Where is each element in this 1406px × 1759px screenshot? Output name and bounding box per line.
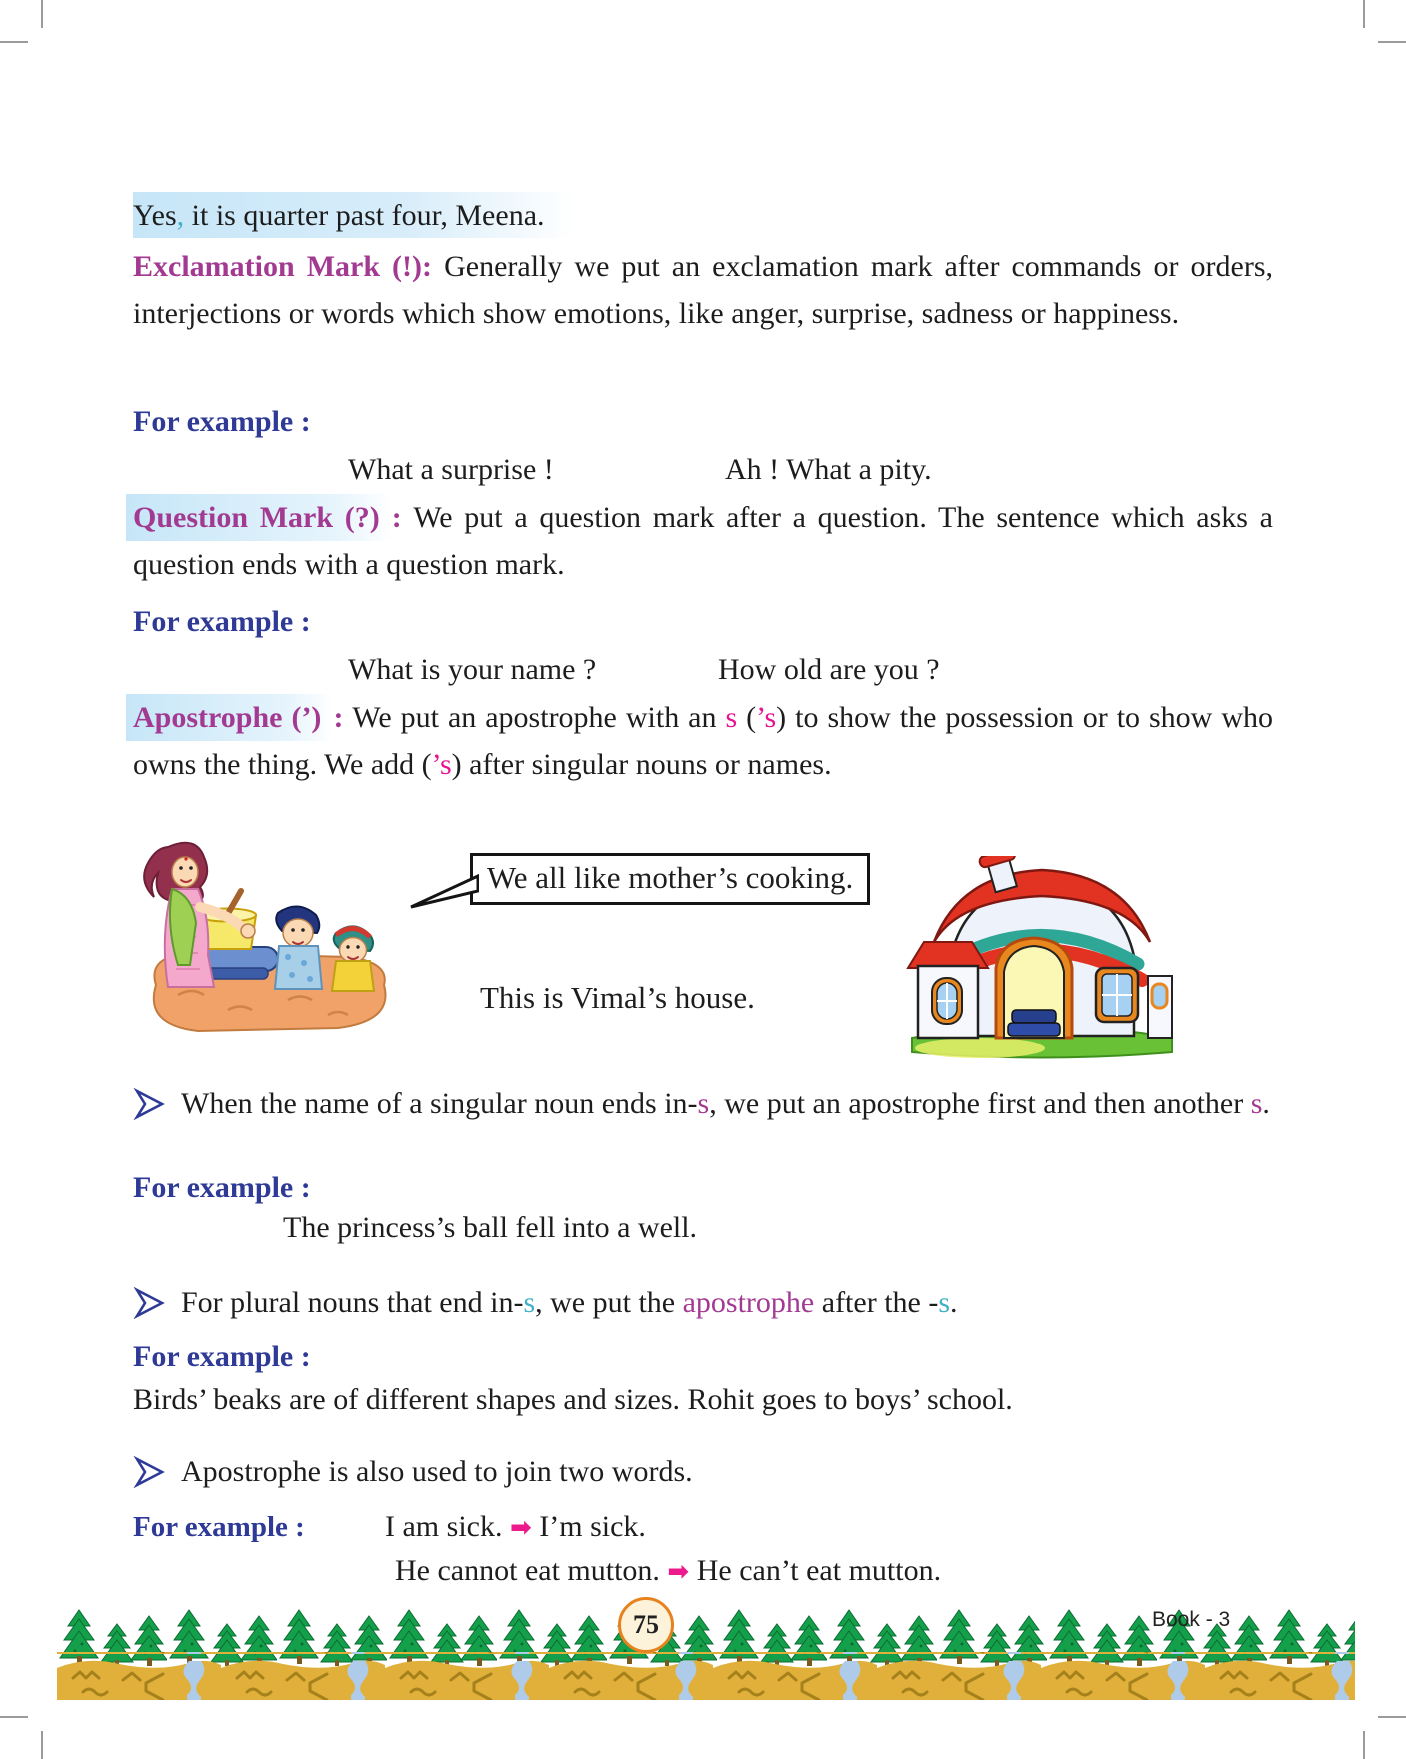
- for-example-label: For example :: [133, 605, 311, 638]
- princess-example: The princess’s ball fell into a well.: [283, 1211, 698, 1244]
- example-item: Ah ! What a pity.: [725, 453, 932, 486]
- for-example-label: For example :: [133, 1340, 311, 1373]
- question-mark-paragraph: Question Mark (?) : We put a question mark after a question. The sentence which asks a question ends with a question mark.: [133, 494, 1273, 588]
- speech-bubble-text: We all like mother’s cooking.: [487, 860, 854, 895]
- example-item: How old are you ?: [718, 653, 940, 686]
- birds-example: Birds’ beaks are of different shapes and sizes. Rohit goes to boys’ school.: [133, 1383, 1013, 1416]
- mutton-example: He cannot eat mutton. ➡ He can’t eat mutton.: [395, 1554, 942, 1587]
- sick-example: I am sick. ➡ I’m sick.: [385, 1510, 646, 1543]
- speech-bubble: [470, 853, 870, 905]
- house-caption: This is Vimal’s house.: [480, 980, 755, 1015]
- for-example-label: For example :: [133, 405, 311, 438]
- exclamation-mark-paragraph: Exclamation Mark (!): Generally we put an exclamation mark after commands or orders, interjections or words which show emotions, like anger, surprise, sadness or happiness.: [133, 250, 1274, 330]
- for-example-label: For example :: [133, 1511, 305, 1543]
- apostrophe-paragraph: Apostrophe (’) : We put an apostrophe with an s (’s) to show the possession or to show who owns the thing. We add (’s) after singular nouns or names.: [133, 694, 1273, 788]
- example-item: What a surprise !: [348, 453, 554, 486]
- crop-mark-bottom-right-h: [1378, 1716, 1406, 1718]
- speech-bubble-tail: [409, 872, 479, 912]
- crop-mark-bottom-right-v: [1363, 1731, 1365, 1759]
- bullet-plural-noun: For plural nouns that end in-s, we put the apostrophe after the -s.: [133, 1281, 1273, 1325]
- crop-mark-top-right-v: [1363, 0, 1365, 28]
- house-illustration: [900, 856, 1185, 1069]
- crop-mark-top-right-h: [1378, 41, 1406, 43]
- crop-mark-top-left-h: [0, 41, 28, 43]
- bullet-arrow-icon: [133, 1088, 165, 1125]
- example-item: What is your name ?: [348, 653, 597, 686]
- crop-mark-bottom-left-v: [41, 1731, 43, 1759]
- intro-line: Yes, it is quarter past four, Meena.: [133, 192, 1273, 239]
- for-example-label: For example :: [133, 1171, 311, 1204]
- page-number: 75: [633, 1610, 659, 1639]
- bullet-singular-noun: When the name of a singular noun ends in-s, we put an apostrophe first and then another s.: [133, 1082, 1273, 1126]
- crop-mark-top-left-v: [41, 0, 43, 28]
- bullet-arrow-icon: [133, 1287, 165, 1324]
- bullet-arrow-icon: [133, 1456, 165, 1493]
- mother-cooking-illustration: [138, 835, 430, 1052]
- page-number-badge: [618, 1597, 674, 1653]
- crop-mark-bottom-left-h: [0, 1716, 28, 1718]
- bullet-join-words: Apostrophe is also used to join two words.: [133, 1450, 1273, 1494]
- book-edition-label: Book - 3: [1152, 1608, 1231, 1631]
- join-example-row: [133, 1503, 1273, 1551]
